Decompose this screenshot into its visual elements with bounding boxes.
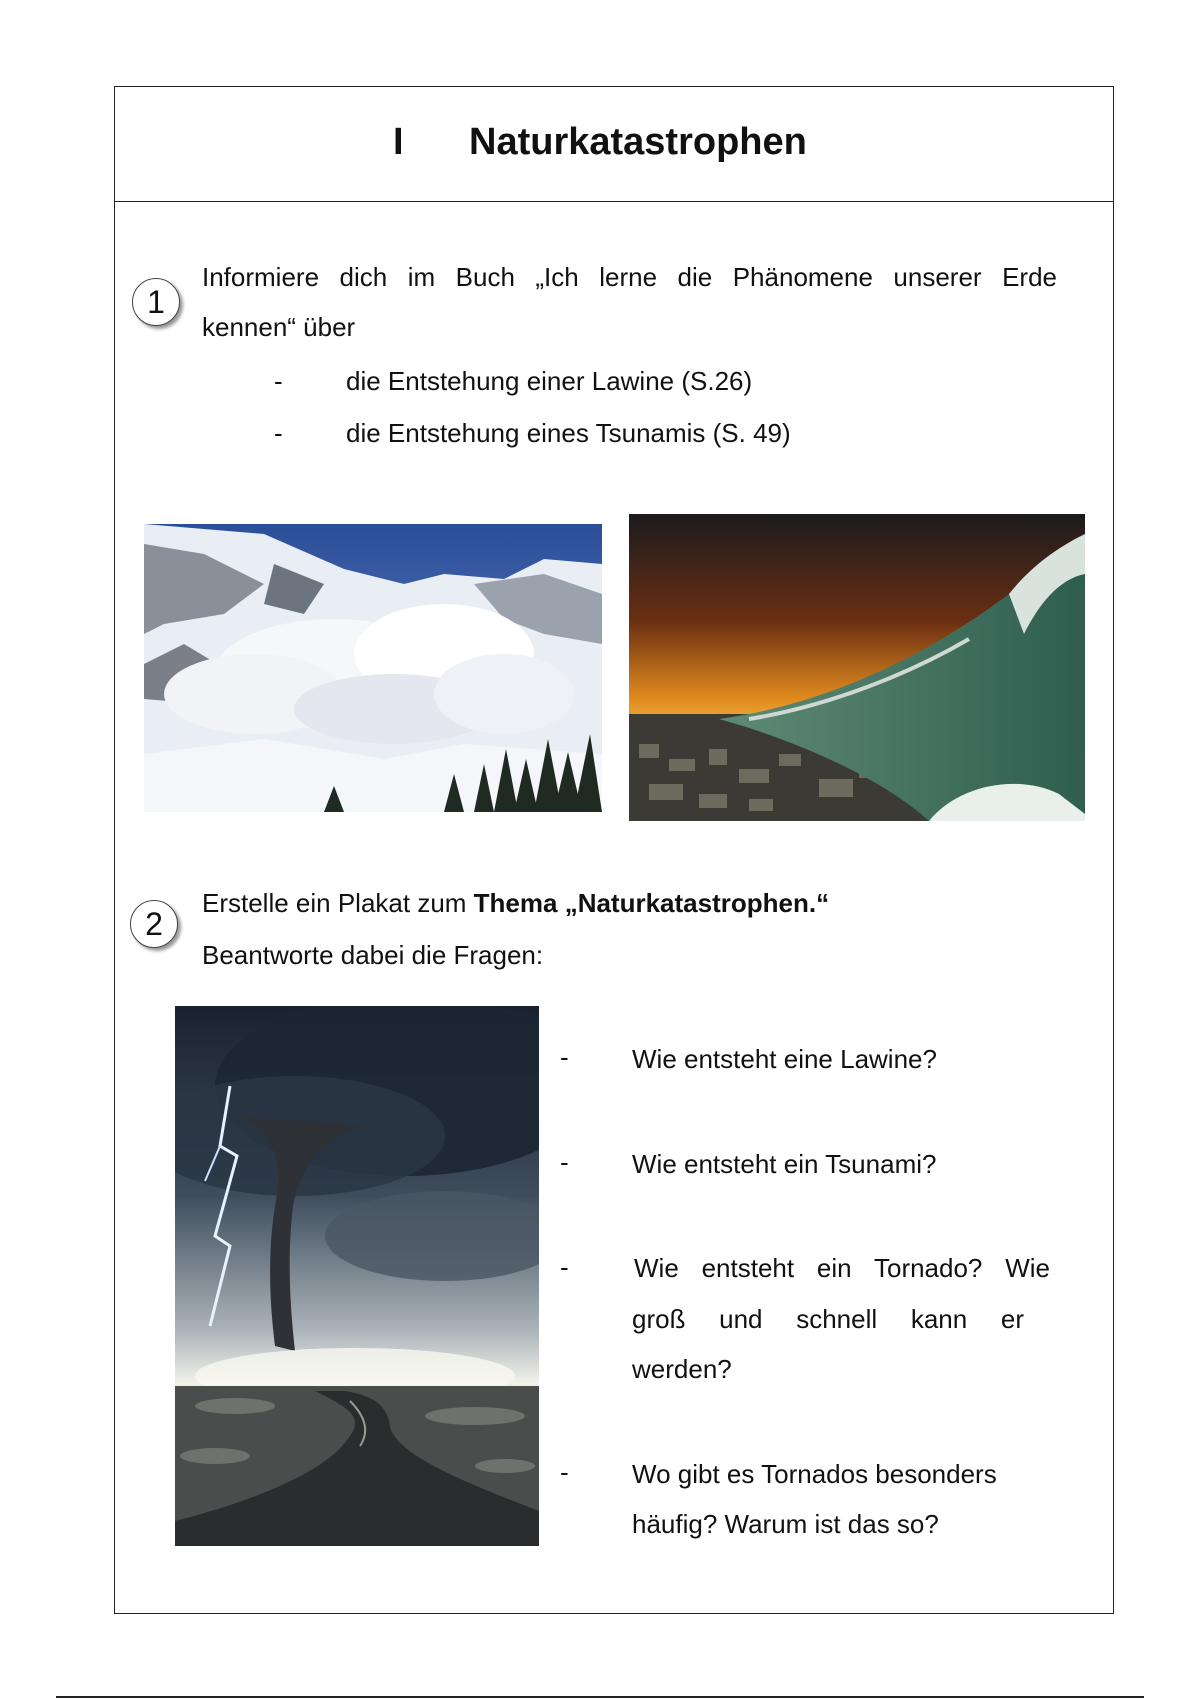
task-1-text-line-2: kennen“ über	[202, 312, 356, 342]
bullet-marker: -	[560, 1147, 569, 1177]
footer-divider	[56, 1696, 1144, 1698]
task-1-bullet-2: die Entstehung eines Tsunamis (S. 49)	[346, 418, 791, 448]
page-title: Naturkatastrophen	[469, 121, 807, 163]
question-1: Wie entsteht eine Lawine?	[632, 1044, 937, 1074]
question-4-line-2: häufig? Warum ist das so?	[632, 1509, 939, 1539]
tornado-photo	[175, 1006, 539, 1546]
bullet-marker: -	[274, 418, 283, 448]
question-3-line-1: Wie entsteht ein Tornado? Wie	[634, 1253, 1050, 1283]
title-row	[115, 87, 1113, 202]
task-2-text-line-2: Beantworte dabei die Fragen:	[202, 940, 544, 970]
tsunami-photo	[629, 514, 1085, 821]
task-1-bullet-1: die Entstehung einer Lawine (S.26)	[346, 366, 753, 396]
bullet-marker: -	[560, 1042, 569, 1072]
question-3-line-3: werden?	[632, 1354, 732, 1384]
bullet-marker: -	[560, 1457, 569, 1487]
task-2-text-plain: Erstelle ein Plakat zum	[202, 888, 474, 918]
question-4-line-1: Wo gibt es Tornados besonders	[632, 1459, 997, 1489]
question-2: Wie entsteht ein Tsunami?	[632, 1149, 937, 1179]
chapter-number: I	[393, 121, 404, 163]
question-3-line-2: groß und schnell kann er	[632, 1304, 1024, 1334]
bullet-marker: -	[274, 366, 283, 396]
task-2-text-bold: Thema „Naturkatastrophen.“	[473, 888, 830, 918]
task-1-text-line-1: Informiere dich im Buch „Ich lerne die Phänomene unserer Erde	[202, 262, 1057, 292]
task-2-number-badge: 2	[130, 900, 178, 948]
bullet-marker: -	[560, 1252, 569, 1282]
avalanche-photo	[144, 524, 602, 812]
task-2-text-line-1	[202, 888, 829, 918]
task-1-number-badge: 1	[132, 278, 180, 326]
